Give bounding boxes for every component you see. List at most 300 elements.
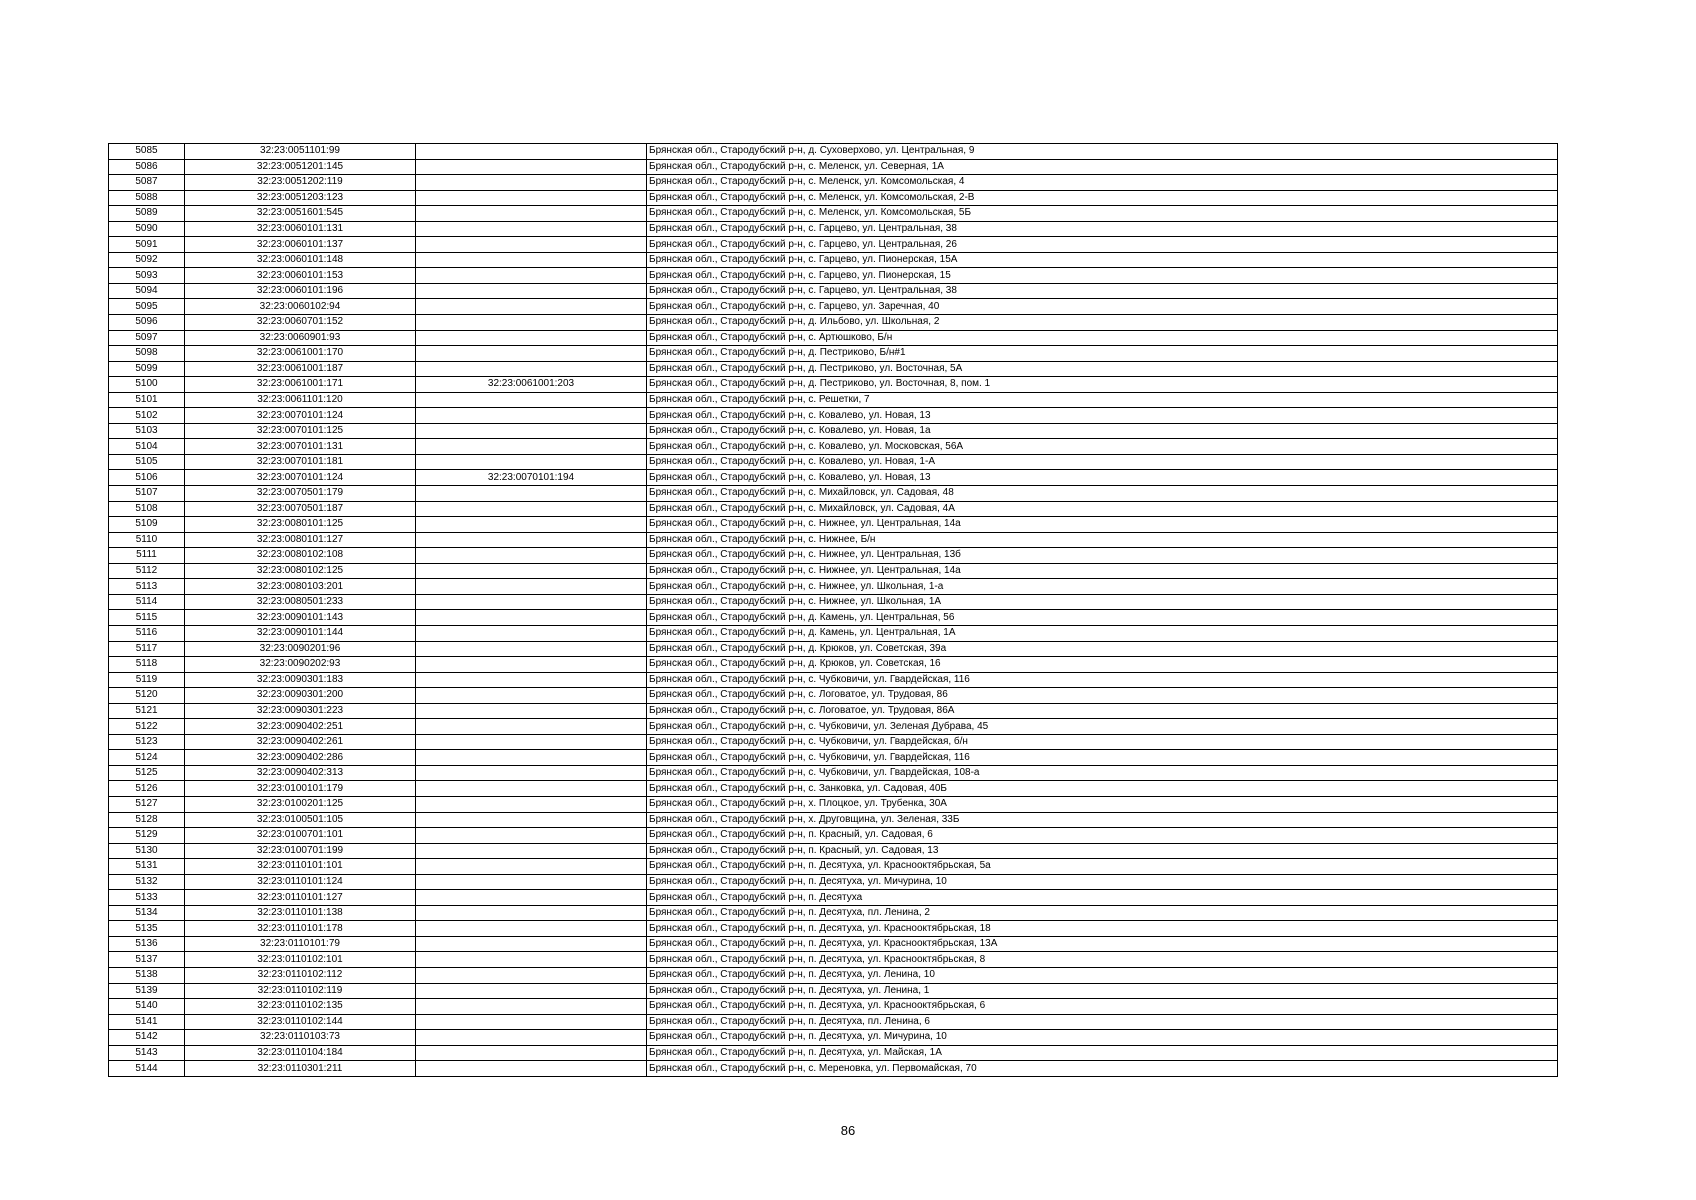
cadastral-number-cell: 32:23:0100701:199 [185, 843, 416, 859]
cadastral-number-cell: 32:23:0061001:170 [185, 346, 416, 362]
related-cadastral-number-cell [416, 175, 647, 191]
cadastral-number-cell: 32:23:0080102:125 [185, 563, 416, 579]
table-row [109, 159, 1558, 175]
row-number-cell: 5087 [109, 175, 185, 191]
cadastral-number-cell: 32:23:0080102:108 [185, 548, 416, 564]
related-cadastral-number-cell [416, 765, 647, 781]
table-row [109, 967, 1558, 983]
address-cell: Брянская обл., Стародубский р-н, с. Нижнее, ул. Школьная, 1А [647, 594, 1558, 610]
table-row [109, 144, 1558, 160]
address-cell: Брянская обл., Стародубский р-н, с. Занковка, ул. Садовая, 40Б [647, 781, 1558, 797]
cadastral-number-cell: 32:23:0051201:145 [185, 159, 416, 175]
address-cell: Брянская обл., Стародубский р-н, п. Десятуха, ул. Краснооктябрьская, 13А [647, 936, 1558, 952]
row-number-cell: 5128 [109, 812, 185, 828]
address-cell: Брянская обл., Стародубский р-н, п. Десятуха [647, 890, 1558, 906]
related-cadastral-number-cell [416, 423, 647, 439]
address-cell: Брянская обл., Стародубский р-н, п. Десятуха, пл. Ленина, 6 [647, 1014, 1558, 1030]
cadastral-number-cell: 32:23:0110101:124 [185, 874, 416, 890]
row-number-cell: 5125 [109, 765, 185, 781]
related-cadastral-number-cell [416, 703, 647, 719]
cadastral-number-cell: 32:23:0090402:286 [185, 750, 416, 766]
related-cadastral-number-cell [416, 454, 647, 470]
row-number-cell: 5131 [109, 859, 185, 875]
row-number-cell: 5106 [109, 470, 185, 486]
row-number-cell: 5111 [109, 548, 185, 564]
related-cadastral-number-cell [416, 828, 647, 844]
cadastral-number-cell: 32:23:0110104:184 [185, 1045, 416, 1061]
related-cadastral-number-cell [416, 859, 647, 875]
address-cell: Брянская обл., Стародубский р-н, д. Пестриково, ул. Восточная, 5А [647, 361, 1558, 377]
row-number-cell: 5119 [109, 672, 185, 688]
related-cadastral-number-cell [416, 734, 647, 750]
table-row [109, 610, 1558, 626]
table-row [109, 268, 1558, 284]
related-cadastral-number-cell [416, 672, 647, 688]
table-row [109, 517, 1558, 533]
related-cadastral-number-cell [416, 610, 647, 626]
address-cell: Брянская обл., Стародубский р-н, п. Десятуха, ул. Краснооктябрьская, 5а [647, 859, 1558, 875]
table-row [109, 361, 1558, 377]
row-number-cell: 5120 [109, 688, 185, 704]
table-row [109, 828, 1558, 844]
table-row [109, 1014, 1558, 1030]
related-cadastral-number-cell [416, 594, 647, 610]
row-number-cell: 5098 [109, 346, 185, 362]
address-cell: Брянская обл., Стародубский р-н, с. Чубковичи, ул. Гвардейская, 116 [647, 672, 1558, 688]
row-number-cell: 5132 [109, 874, 185, 890]
address-cell: Брянская обл., Стародубский р-н, д. Камень, ул. Центральная, 56 [647, 610, 1558, 626]
related-cadastral-number-cell [416, 346, 647, 362]
related-cadastral-number-cell [416, 252, 647, 268]
row-number-cell: 5123 [109, 734, 185, 750]
table-row [109, 781, 1558, 797]
related-cadastral-number-cell [416, 361, 647, 377]
cadastral-number-cell: 32:23:0090402:251 [185, 719, 416, 735]
table-row [109, 315, 1558, 331]
table-row [109, 1061, 1558, 1077]
cadastral-number-cell: 32:23:0070101:125 [185, 423, 416, 439]
cadastral-number-cell: 32:23:0051202:119 [185, 175, 416, 191]
row-number-cell: 5143 [109, 1045, 185, 1061]
table-row [109, 859, 1558, 875]
table-row [109, 1030, 1558, 1046]
row-number-cell: 5115 [109, 610, 185, 626]
cadastral-number-cell: 32:23:0100101:179 [185, 781, 416, 797]
table-row [109, 175, 1558, 191]
table-row [109, 936, 1558, 952]
row-number-cell: 5091 [109, 237, 185, 253]
table-row [109, 221, 1558, 237]
table-row [109, 237, 1558, 253]
row-number-cell: 5108 [109, 501, 185, 517]
table-row [109, 470, 1558, 486]
related-cadastral-number-cell [416, 657, 647, 673]
table-row [109, 501, 1558, 517]
related-cadastral-number-cell [416, 719, 647, 735]
row-number-cell: 5113 [109, 579, 185, 595]
address-cell: Брянская обл., Стародубский р-н, п. Красный, ул. Садовая, 13 [647, 843, 1558, 859]
address-cell: Брянская обл., Стародубский р-н, с. Меленск, ул. Северная, 1А [647, 159, 1558, 175]
address-cell: Брянская обл., Стародубский р-н, с. Ковалево, ул. Новая, 13 [647, 408, 1558, 424]
related-cadastral-number-cell [416, 221, 647, 237]
row-number-cell: 5099 [109, 361, 185, 377]
table-row [109, 563, 1558, 579]
table-row [109, 796, 1558, 812]
related-cadastral-number-cell [416, 952, 647, 968]
table-row [109, 423, 1558, 439]
address-cell: Брянская обл., Стародубский р-н, д. Пестриково, Б/н#1 [647, 346, 1558, 362]
table-row [109, 657, 1558, 673]
table-row [109, 454, 1558, 470]
related-cadastral-number-cell [416, 1045, 647, 1061]
cadastral-number-cell: 32:23:0090201:96 [185, 641, 416, 657]
related-cadastral-number-cell [416, 641, 647, 657]
row-number-cell: 5141 [109, 1014, 185, 1030]
address-cell: Брянская обл., Стародубский р-н, с. Нижнее, ул. Школьная, 1-а [647, 579, 1558, 595]
cadastral-number-cell: 32:23:0110102:119 [185, 983, 416, 999]
cadastral-number-cell: 32:23:0110103:73 [185, 1030, 416, 1046]
row-number-cell: 5096 [109, 315, 185, 331]
table-row [109, 750, 1558, 766]
related-cadastral-number-cell [416, 1030, 647, 1046]
address-cell: Брянская обл., Стародубский р-н, с. Логоватое, ул. Трудовая, 86 [647, 688, 1558, 704]
cadastral-number-cell: 32:23:0110102:101 [185, 952, 416, 968]
related-cadastral-number-cell [416, 501, 647, 517]
table-row [109, 377, 1558, 393]
cadastral-number-cell: 32:23:0060901:93 [185, 330, 416, 346]
related-cadastral-number-cell [416, 999, 647, 1015]
row-number-cell: 5130 [109, 843, 185, 859]
row-number-cell: 5086 [109, 159, 185, 175]
table-row [109, 812, 1558, 828]
cadastral-number-cell: 32:23:0110101:101 [185, 859, 416, 875]
address-cell: Брянская обл., Стародубский р-н, с. Гарцево, ул. Центральная, 38 [647, 283, 1558, 299]
cadastral-number-cell: 32:23:0100201:125 [185, 796, 416, 812]
related-cadastral-number-cell [416, 796, 647, 812]
row-number-cell: 5114 [109, 594, 185, 610]
table-row [109, 625, 1558, 641]
cadastral-number-cell: 32:23:0060101:148 [185, 252, 416, 268]
related-cadastral-number-cell [416, 299, 647, 315]
address-cell: Брянская обл., Стародубский р-н, х. Друговщина, ул. Зеленая, 33Б [647, 812, 1558, 828]
address-cell: Брянская обл., Стародубский р-н, с. Чубковичи, ул. Гвардейская, б/н [647, 734, 1558, 750]
address-cell: Брянская обл., Стародубский р-н, п. Десятуха, ул. Краснооктябрьская, 6 [647, 999, 1558, 1015]
cadastral-number-cell: 32:23:0110102:135 [185, 999, 416, 1015]
row-number-cell: 5105 [109, 454, 185, 470]
address-cell: Брянская обл., Стародубский р-н, с. Чубковичи, ул. Гвардейская, 108-а [647, 765, 1558, 781]
related-cadastral-number-cell [416, 517, 647, 533]
row-number-cell: 5139 [109, 983, 185, 999]
address-cell: Брянская обл., Стародубский р-н, с. Логоватое, ул. Трудовая, 86А [647, 703, 1558, 719]
table-row [109, 952, 1558, 968]
related-cadastral-number-cell [416, 843, 647, 859]
table-row [109, 641, 1558, 657]
table-row [109, 330, 1558, 346]
related-cadastral-number-cell [416, 579, 647, 595]
address-cell: Брянская обл., Стародубский р-н, с. Михайловск, ул. Садовая, 4А [647, 501, 1558, 517]
row-number-cell: 5100 [109, 377, 185, 393]
address-cell: Брянская обл., Стародубский р-н, с. Меленск, ул. Комсомольская, 2-В [647, 190, 1558, 206]
address-cell: Брянская обл., Стародубский р-н, с. Гарцево, ул. Пионерская, 15А [647, 252, 1558, 268]
address-cell: Брянская обл., Стародубский р-н, с. Ковалево, ул. Новая, 1а [647, 423, 1558, 439]
cadastral-number-cell: 32:23:0100701:101 [185, 828, 416, 844]
row-number-cell: 5092 [109, 252, 185, 268]
row-number-cell: 5138 [109, 967, 185, 983]
cadastral-number-cell: 32:23:0060101:196 [185, 283, 416, 299]
related-cadastral-number-cell [416, 283, 647, 299]
address-cell: Брянская обл., Стародубский р-н, с. Меленск, ул. Комсомольская, 5Б [647, 206, 1558, 222]
address-cell: Брянская обл., Стародубский р-н, с. Михайловск, ул. Садовая, 48 [647, 486, 1558, 502]
related-cadastral-number-cell [416, 315, 647, 331]
related-cadastral-number-cell [416, 532, 647, 548]
cadastral-number-cell: 32:23:0090402:261 [185, 734, 416, 750]
address-cell: Брянская обл., Стародубский р-н, д. Суховерхово, ул. Центральная, 9 [647, 144, 1558, 160]
cadastral-number-cell: 32:23:0110102:112 [185, 967, 416, 983]
cadastral-number-cell: 32:23:0070101:131 [185, 439, 416, 455]
cadastral-number-cell: 32:23:0110102:144 [185, 1014, 416, 1030]
cadastral-number-cell: 32:23:0061001:187 [185, 361, 416, 377]
row-number-cell: 5104 [109, 439, 185, 455]
table-row [109, 283, 1558, 299]
row-number-cell: 5124 [109, 750, 185, 766]
address-cell: Брянская обл., Стародубский р-н, с. Чубковичи, ул. Зеленая Дубрава, 45 [647, 719, 1558, 735]
cadastral-number-cell: 32:23:0051203:123 [185, 190, 416, 206]
cadastral-number-cell: 32:23:0090402:313 [185, 765, 416, 781]
row-number-cell: 5144 [109, 1061, 185, 1077]
row-number-cell: 5088 [109, 190, 185, 206]
related-cadastral-number-cell [416, 330, 647, 346]
table-row [109, 548, 1558, 564]
address-cell: Брянская обл., Стародубский р-н, с. Нижнее, ул. Центральная, 13б [647, 548, 1558, 564]
related-cadastral-number-cell: 32:23:0070101:194 [416, 470, 647, 486]
row-number-cell: 5094 [109, 283, 185, 299]
row-number-cell: 5127 [109, 796, 185, 812]
related-cadastral-number-cell [416, 890, 647, 906]
address-cell: Брянская обл., Стародубский р-н, с. Нижнее, ул. Центральная, 14а [647, 563, 1558, 579]
table-row [109, 672, 1558, 688]
row-number-cell: 5097 [109, 330, 185, 346]
row-number-cell: 5121 [109, 703, 185, 719]
row-number-cell: 5089 [109, 206, 185, 222]
cadastral-number-cell: 32:23:0070101:181 [185, 454, 416, 470]
related-cadastral-number-cell [416, 1061, 647, 1077]
related-cadastral-number-cell [416, 874, 647, 890]
table-row [109, 719, 1558, 735]
related-cadastral-number-cell [416, 921, 647, 937]
address-cell: Брянская обл., Стародубский р-н, с. Артюшково, Б/н [647, 330, 1558, 346]
cadastral-number-cell: 32:23:0060101:131 [185, 221, 416, 237]
address-cell: Брянская обл., Стародубский р-н, с. Гарцево, ул. Центральная, 26 [647, 237, 1558, 253]
row-number-cell: 5142 [109, 1030, 185, 1046]
address-cell: Брянская обл., Стародубский р-н, п. Десятуха, ул. Краснооктябрьская, 8 [647, 952, 1558, 968]
address-cell: Брянская обл., Стародубский р-н, х. Плоцкое, ул. Трубенка, 30А [647, 796, 1558, 812]
address-cell: Брянская обл., Стародубский р-н, с. Ковалево, ул. Новая, 1-А [647, 454, 1558, 470]
row-number-cell: 5102 [109, 408, 185, 424]
table-row [109, 299, 1558, 315]
address-cell: Брянская обл., Стародубский р-н, п. Десятуха, ул. Мичурина, 10 [647, 1030, 1558, 1046]
related-cadastral-number-cell [416, 625, 647, 641]
cadastral-number-cell: 32:23:0051601:545 [185, 206, 416, 222]
related-cadastral-number-cell [416, 750, 647, 766]
row-number-cell: 5085 [109, 144, 185, 160]
address-cell: Брянская обл., Стародубский р-н, с. Меленск, ул. Комсомольская, 4 [647, 175, 1558, 191]
address-cell: Брянская обл., Стародубский р-н, с. Ковалево, ул. Новая, 13 [647, 470, 1558, 486]
related-cadastral-number-cell [416, 563, 647, 579]
address-cell: Брянская обл., Стародубский р-н, д. Крюков, ул. Советская, 39а [647, 641, 1558, 657]
address-cell: Брянская обл., Стародубский р-н, п. Десятуха, ул. Ленина, 1 [647, 983, 1558, 999]
table-row [109, 843, 1558, 859]
cadastral-number-cell: 32:23:0090101:143 [185, 610, 416, 626]
cadastral-number-cell: 32:23:0060701:152 [185, 315, 416, 331]
cadastral-number-cell: 32:23:0110101:127 [185, 890, 416, 906]
address-cell: Брянская обл., Стародубский р-н, п. Десятуха, ул. Ленина, 10 [647, 967, 1558, 983]
table-row [109, 999, 1558, 1015]
related-cadastral-number-cell [416, 408, 647, 424]
cadastral-number-cell: 32:23:0080101:127 [185, 532, 416, 548]
row-number-cell: 5103 [109, 423, 185, 439]
row-number-cell: 5116 [109, 625, 185, 641]
table-row [109, 486, 1558, 502]
row-number-cell: 5137 [109, 952, 185, 968]
row-number-cell: 5117 [109, 641, 185, 657]
related-cadastral-number-cell [416, 159, 647, 175]
address-cell: Брянская обл., Стародубский р-н, д. Крюков, ул. Советская, 16 [647, 657, 1558, 673]
table-row [109, 890, 1558, 906]
table-row [109, 532, 1558, 548]
address-cell: Брянская обл., Стародубский р-н, п. Десятуха, ул. Мичурина, 10 [647, 874, 1558, 890]
row-number-cell: 5122 [109, 719, 185, 735]
cadastral-number-cell: 32:23:0061101:120 [185, 392, 416, 408]
cadastral-number-cell: 32:23:0090202:93 [185, 657, 416, 673]
row-number-cell: 5118 [109, 657, 185, 673]
row-number-cell: 5093 [109, 268, 185, 284]
cadastral-number-cell: 32:23:0060102:94 [185, 299, 416, 315]
row-number-cell: 5101 [109, 392, 185, 408]
related-cadastral-number-cell [416, 206, 647, 222]
address-cell: Брянская обл., Стародубский р-н, п. Красный, ул. Садовая, 6 [647, 828, 1558, 844]
table-row [109, 206, 1558, 222]
address-cell: Брянская обл., Стародубский р-н, с. Ковалево, ул. Московская, 56А [647, 439, 1558, 455]
table-row [109, 983, 1558, 999]
related-cadastral-number-cell [416, 936, 647, 952]
cadastral-number-cell: 32:23:0080101:125 [185, 517, 416, 533]
address-cell: Брянская обл., Стародубский р-н, с. Гарцево, ул. Центральная, 38 [647, 221, 1558, 237]
cadastral-number-cell: 32:23:0090301:200 [185, 688, 416, 704]
address-cell: Брянская обл., Стародубский р-н, д. Камень, ул. Центральная, 1А [647, 625, 1558, 641]
cadastral-number-cell: 32:23:0070501:187 [185, 501, 416, 517]
address-cell: Брянская обл., Стародубский р-н, с. Гарцево, ул. Пионерская, 15 [647, 268, 1558, 284]
row-number-cell: 5134 [109, 905, 185, 921]
address-cell: Брянская обл., Стародубский р-н, д. Ильбово, ул. Школьная, 2 [647, 315, 1558, 331]
row-number-cell: 5110 [109, 532, 185, 548]
row-number-cell: 5109 [109, 517, 185, 533]
address-cell: Брянская обл., Стародубский р-н, с. Чубковичи, ул. Гвардейская, 116 [647, 750, 1558, 766]
table-row [109, 921, 1558, 937]
related-cadastral-number-cell [416, 812, 647, 828]
related-cadastral-number-cell [416, 439, 647, 455]
cadastral-number-cell: 32:23:0061001:171 [185, 377, 416, 393]
related-cadastral-number-cell: 32:23:0061001:203 [416, 377, 647, 393]
related-cadastral-number-cell [416, 268, 647, 284]
cadastral-number-cell: 32:23:0051101:99 [185, 144, 416, 160]
page-number: 86 [840, 1123, 856, 1138]
row-number-cell: 5095 [109, 299, 185, 315]
table-row [109, 874, 1558, 890]
related-cadastral-number-cell [416, 983, 647, 999]
table-row [109, 579, 1558, 595]
table-row [109, 734, 1558, 750]
cadastral-number-cell: 32:23:0080103:201 [185, 579, 416, 595]
cadastral-number-cell: 32:23:0080501:233 [185, 594, 416, 610]
related-cadastral-number-cell [416, 486, 647, 502]
cadastral-number-cell: 32:23:0100501:105 [185, 812, 416, 828]
address-cell: Брянская обл., Стародубский р-н, п. Десятуха, ул. Краснооктябрьская, 18 [647, 921, 1558, 937]
cadastral-number-cell: 32:23:0090301:183 [185, 672, 416, 688]
related-cadastral-number-cell [416, 781, 647, 797]
table-row [109, 190, 1558, 206]
row-number-cell: 5140 [109, 999, 185, 1015]
related-cadastral-number-cell [416, 237, 647, 253]
cadastral-number-cell: 32:23:0110101:178 [185, 921, 416, 937]
table-row [109, 392, 1558, 408]
address-cell: Брянская обл., Стародубский р-н, с. Решетки, 7 [647, 392, 1558, 408]
row-number-cell: 5135 [109, 921, 185, 937]
related-cadastral-number-cell [416, 1014, 647, 1030]
related-cadastral-number-cell [416, 190, 647, 206]
cadastral-number-cell: 32:23:0060101:137 [185, 237, 416, 253]
table-row [109, 346, 1558, 362]
cadastral-number-cell: 32:23:0070501:179 [185, 486, 416, 502]
row-number-cell: 5133 [109, 890, 185, 906]
related-cadastral-number-cell [416, 144, 647, 160]
cadastral-number-cell: 32:23:0110101:79 [185, 936, 416, 952]
table-row [109, 594, 1558, 610]
row-number-cell: 5107 [109, 486, 185, 502]
cadastral-number-cell: 32:23:0110301:211 [185, 1061, 416, 1077]
table-row [109, 439, 1558, 455]
cadastral-number-cell: 32:23:0090301:223 [185, 703, 416, 719]
cadastral-number-cell: 32:23:0060101:153 [185, 268, 416, 284]
cadastral-number-cell: 32:23:0070101:124 [185, 408, 416, 424]
row-number-cell: 5090 [109, 221, 185, 237]
related-cadastral-number-cell [416, 905, 647, 921]
address-cell: Брянская обл., Стародубский р-н, с. Гарцево, ул. Заречная, 40 [647, 299, 1558, 315]
address-cell: Брянская обл., Стародубский р-н, с. Мереновка, ул. Первомайская, 70 [647, 1061, 1558, 1077]
cadastral-number-cell: 32:23:0070101:124 [185, 470, 416, 486]
related-cadastral-number-cell [416, 688, 647, 704]
address-cell: Брянская обл., Стародубский р-н, п. Десятуха, пл. Ленина, 2 [647, 905, 1558, 921]
table-row [109, 765, 1558, 781]
address-cell: Брянская обл., Стародубский р-н, п. Десятуха, ул. Майская, 1А [647, 1045, 1558, 1061]
row-number-cell: 5136 [109, 936, 185, 952]
table-row [109, 703, 1558, 719]
cadastral-number-cell: 32:23:0090101:144 [185, 625, 416, 641]
row-number-cell: 5129 [109, 828, 185, 844]
table-row [109, 1045, 1558, 1061]
cadastral-table-body [109, 144, 1558, 1077]
table-row [109, 688, 1558, 704]
address-cell: Брянская обл., Стародубский р-н, с. Нижнее, ул. Центральная, 14а [647, 517, 1558, 533]
address-cell: Брянская обл., Стародубский р-н, д. Пестриково, ул. Восточная, 8, пом. 1 [647, 377, 1558, 393]
row-number-cell: 5112 [109, 563, 185, 579]
cadastral-table [108, 143, 1558, 1077]
related-cadastral-number-cell [416, 548, 647, 564]
cadastral-number-cell: 32:23:0110101:138 [185, 905, 416, 921]
table-row [109, 905, 1558, 921]
related-cadastral-number-cell [416, 392, 647, 408]
related-cadastral-number-cell [416, 967, 647, 983]
row-number-cell: 5126 [109, 781, 185, 797]
